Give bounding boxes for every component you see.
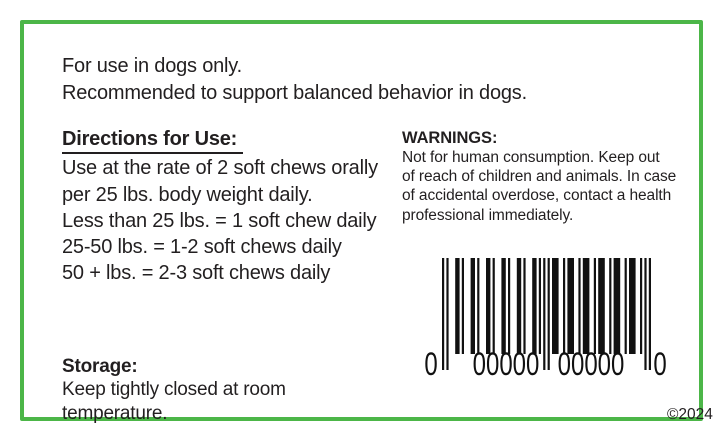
barcode-digit-group1: 00000 [472, 346, 540, 382]
warnings-line: professional immediately. [402, 206, 574, 224]
label-green-border [20, 20, 713, 424]
storage-line: Keep tightly closed at room [62, 379, 286, 401]
storage-section [62, 355, 286, 425]
directions-line: 25-50 lbs. = 1-2 soft chews daily [62, 236, 342, 259]
warnings-line: Not for human consumption. Keep out [402, 149, 660, 166]
warnings-heading: WARNINGS: [402, 129, 498, 147]
storage-line: temperature. [62, 402, 168, 424]
directions-section [62, 126, 378, 287]
directions-heading: Directions for Use: [62, 126, 243, 154]
directions-line: Use at the rate of 2 soft chews orally [62, 157, 378, 180]
intro-line-1: For use in dogs only. [62, 55, 242, 77]
directions-line: Less than 25 lbs. = 1 soft chew daily [62, 209, 377, 232]
warnings-line: of accidental overdose, contact a health [402, 187, 672, 205]
directions-line: 50 + lbs. = 2-3 soft chews daily [62, 262, 331, 285]
warnings-section [402, 128, 676, 225]
barcode-digit-lead: 0 [424, 346, 438, 382]
upc-barcode [422, 258, 674, 384]
barcode-digit-group2: 00000 [557, 346, 625, 382]
intro-line-2: Recommended to support balanced behavior in dogs. [62, 81, 527, 104]
intro-text [62, 53, 527, 106]
barcode-digit-trail: 0 [653, 346, 667, 382]
directions-line: per 25 lbs. body weight daily. [62, 183, 313, 206]
copyright-text: ©2024 [667, 406, 713, 423]
warnings-line: of reach of children and animals. In case [402, 168, 677, 186]
storage-heading: Storage: [62, 356, 138, 377]
